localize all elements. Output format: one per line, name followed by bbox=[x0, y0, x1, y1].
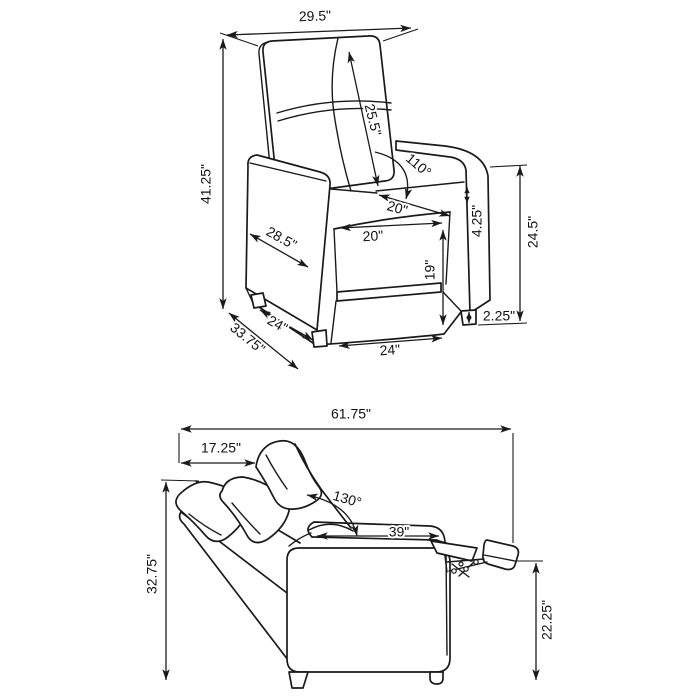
dim-overall-width-label: 29.5" bbox=[298, 7, 332, 25]
leg-front-left bbox=[312, 330, 327, 347]
armrest-panel bbox=[287, 548, 450, 672]
seat-back-crease-left bbox=[331, 189, 377, 193]
extension-line bbox=[161, 480, 199, 481]
extension-line bbox=[383, 29, 418, 41]
leg-front bbox=[430, 672, 443, 684]
dim-arm-height-label: 24.5" bbox=[524, 215, 541, 249]
extension-line bbox=[490, 165, 527, 167]
dim-base-width-label: 24" bbox=[379, 341, 401, 359]
dim-leg-height-label: 2.25" bbox=[482, 307, 516, 324]
dim-headrest-extension-label: 17.25" bbox=[200, 439, 242, 456]
upright-view bbox=[198, 7, 541, 369]
seat-cushion-edge bbox=[309, 524, 353, 531]
dim-seat-width-label: 20" bbox=[362, 227, 384, 245]
mechanism-joint bbox=[474, 560, 478, 564]
dim-arm-length-label: 28.5" bbox=[263, 223, 300, 253]
dim-overall-length-label: 61.75" bbox=[330, 405, 372, 422]
dim-total-height-label: 32.75" bbox=[143, 553, 160, 595]
seat-sliver-edge bbox=[289, 533, 311, 546]
footrest-pad bbox=[483, 540, 519, 570]
dim-overall-width-line bbox=[227, 28, 411, 35]
dim-back-angle-label: 110° bbox=[402, 149, 435, 181]
dim-footrest-height-label: 22.25" bbox=[538, 599, 555, 641]
base-left-edge bbox=[331, 301, 336, 343]
seat-front-edge bbox=[334, 212, 450, 229]
leg-back-left bbox=[251, 293, 266, 308]
reclined-view bbox=[144, 406, 555, 688]
dim-overall-height-label: 41.25" bbox=[197, 163, 214, 205]
seat-front-right-edge bbox=[446, 212, 450, 284]
base-bottom-edge bbox=[316, 312, 461, 345]
dim-base-side-depth-label: 24" bbox=[264, 311, 291, 336]
dim-recline-angle-label: 130° bbox=[331, 487, 364, 511]
mechanism-joint bbox=[459, 562, 463, 566]
dim-arm-rail-length-label: 39" bbox=[388, 523, 410, 540]
dim-seat-depth-label: 20" bbox=[385, 197, 410, 219]
seat-front-left-edge bbox=[334, 229, 337, 292]
dim-seat-height-label: 19" bbox=[421, 259, 438, 281]
leg-rear bbox=[289, 672, 308, 688]
footrest-bar bbox=[337, 283, 441, 301]
dim-overall-depth-label: 33.75" bbox=[227, 319, 269, 357]
base-right-edge bbox=[443, 292, 461, 311]
mechanism-joint bbox=[464, 567, 468, 571]
seat-back-crease-right bbox=[376, 182, 464, 191]
mechanism-joint bbox=[452, 569, 456, 573]
dim-back-length-label: 25.5" bbox=[361, 102, 385, 138]
dim-arm-top-width-label: 4.25" bbox=[468, 204, 485, 238]
